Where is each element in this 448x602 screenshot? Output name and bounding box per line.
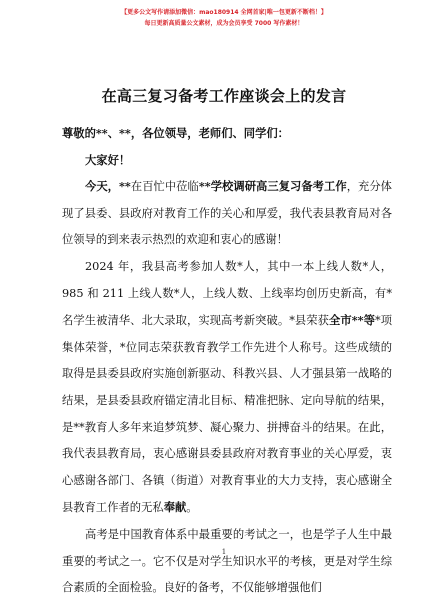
para1-opening: 今天， (85, 179, 119, 194)
para1-highlight: **学校调研高三复习备考工作 (198, 179, 347, 194)
para2-rest: *项集体荣誉，*位同志荣获教育教学工作先进个人称号。这些成绩的取得是县委县政府实施创新驱动、科教兴县、人才强县第一战略的结果，是县委县政府锚定清北目标、精准把脉、定向导航的结果，是**教育人多年来追梦筑梦、凝心聚力、拼搏奋斗的结果。在此，我代表县教育局，衷心感谢县委县政府对教育事业的关心厚爱，衷心感谢各部门、各镇（街道）对教育事业的大力支持，衷心感谢全县教育工作者的无私 (62, 314, 392, 515)
para2-text: 2024 年，我县高考参加人数*人，其中一本上线人数*人，985 和 211 上线人数*人，上线人数、上线率均创历史新高，有*名学生被清华、北大录取，实现高考新突破。*县荣获 (62, 259, 392, 328)
document-title: 在高三复习备考工作座谈会上的发言 (101, 87, 347, 105)
para2-highlight: 全市**等 (329, 313, 375, 328)
paragraph-2 (62, 254, 392, 522)
paragraph-1 (62, 173, 392, 254)
promo-banner-line-2: 每日更新高质量公文素材，成为会员享受 7000 写作素材！ (144, 20, 304, 27)
para1-name: ** (119, 179, 131, 194)
promo-banner-line-1: 【更多公文写作请添加微信：mao180914 全网首家|唯一包更新不断档！】 (121, 9, 327, 16)
para2-emphasis: 奉献 (163, 500, 187, 515)
para2-end: 。 (186, 501, 198, 515)
greeting: 大家好！ (85, 152, 131, 167)
salutation: 尊敬的**、**，各位领导，老师们、同学们： (62, 126, 289, 140)
paragraph-3: 高考是中国教育体系中最重要的考试之一，也是学子人生中最重要的考试之一。它不仅是对学生知识水平的考核，更是对学生综合素质的全面检验。良好的备考，不仅能够增强他们 (62, 527, 392, 595)
para1-text: 在百忙中莅临 (130, 180, 199, 194)
document-body (62, 120, 392, 602)
para1-rest: ，充分体现了县委、县政府对教育工作的关心和厚爱，我代表县教育局对各位领导的到来表示热烈的欢迎和衷心的感谢！ (62, 180, 392, 247)
page-number: 1 (221, 548, 227, 556)
